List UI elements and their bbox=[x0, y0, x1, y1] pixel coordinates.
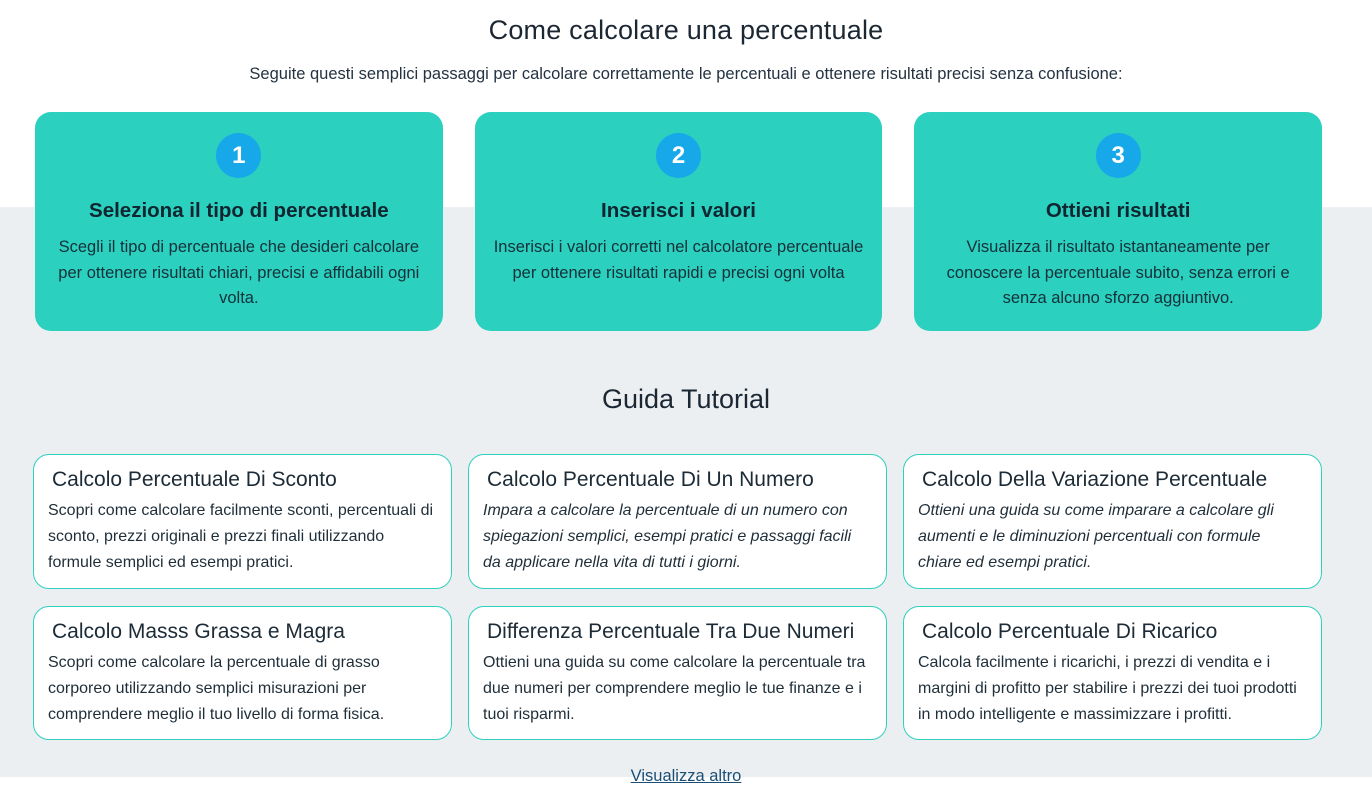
tutorial-card-ricarico[interactable] bbox=[903, 606, 1322, 741]
step-number-badge: 1 bbox=[216, 133, 261, 178]
tutorial-card-description: Calcola facilmente i ricarichi, i prezzi di vendita e i margini di profitto per stabilire i prezzi dei tuoi prodotti in modo intelligente e massimizzare i profitti. bbox=[918, 653, 1297, 723]
steps-row bbox=[0, 112, 1372, 331]
page-subtitle: Seguite questi semplici passaggi per calcolare correttamente le percentuali e ottenere risultati precisi senza confusione: bbox=[249, 65, 1123, 83]
tutorial-card-title[interactable]: Differenza Percentuale Tra Due Numeri bbox=[487, 619, 855, 643]
view-more-link[interactable]: Visualizza altro bbox=[630, 767, 742, 786]
tutorial-card-description: Impara a calcolare la percentuale di un numero con spiegazioni semplici, esempi pratici e passaggi facili da applicare nella vita di tutti i giorni. bbox=[483, 502, 852, 571]
tutorial-card-title[interactable]: Calcolo Percentuale Di Ricarico bbox=[922, 619, 1218, 643]
tutorial-card-differenza[interactable] bbox=[468, 606, 887, 741]
step-description: Scegli il tipo di percentuale che desideri calcolare per ottenere risultati chiari, precisi e affidabili ogni volta. bbox=[58, 238, 420, 308]
step-title: Ottieni risultati bbox=[1045, 199, 1191, 222]
step-card-3 bbox=[914, 112, 1322, 331]
page-title: Come calcolare una percentuale bbox=[488, 15, 884, 45]
tutorial-card-sconto[interactable] bbox=[33, 454, 452, 589]
tutorial-card-description: Ottieni una guida su come imparare a calcolare gli aumenti e le diminuzioni percentuali con formule chiare ed esempi pratici. bbox=[918, 502, 1274, 571]
tutorial-card-massa[interactable] bbox=[33, 606, 452, 741]
tutorial-card-numero[interactable] bbox=[468, 454, 887, 589]
tutorial-grid bbox=[0, 454, 1372, 740]
step-description: Inserisci i valori corretti nel calcolatore percentuale per ottenere risultati rapidi e precisi ogni volta bbox=[493, 238, 864, 282]
step-title: Inserisci i valori bbox=[601, 199, 756, 222]
step-number-badge: 3 bbox=[1096, 133, 1141, 178]
tutorial-card-description: Ottieni una guida su come calcolare la percentuale tra due numeri per comprendere meglio le tue finanze e i tuoi risparmi. bbox=[483, 653, 866, 723]
tutorial-card-variazione[interactable] bbox=[903, 454, 1322, 589]
step-card-2 bbox=[475, 112, 883, 331]
tutorial-card-title[interactable]: Calcolo Percentuale Di Un Numero bbox=[487, 468, 814, 491]
step-card-1 bbox=[35, 112, 443, 331]
tutorial-card-title[interactable]: Calcolo Masss Grassa e Magra bbox=[52, 619, 345, 643]
tutorial-card-title[interactable]: Calcolo Della Variazione Percentuale bbox=[922, 468, 1268, 491]
tutorials-section-title: Guida Tutorial bbox=[601, 384, 771, 414]
step-number-badge: 2 bbox=[656, 133, 701, 178]
tutorial-card-description: Scopri come calcolare facilmente sconti, percentuali di sconto, prezzi originali e prezzi finali utilizzando formule semplici ed esempi pratici. bbox=[48, 502, 434, 571]
step-title: Seleziona il tipo di percentuale bbox=[89, 199, 389, 222]
tutorial-card-title[interactable]: Calcolo Percentuale Di Sconto bbox=[52, 468, 337, 491]
step-description: Visualizza il risultato istantaneamente per conoscere la percentuale subito, senza errori e senza alcuno sforzo aggiuntivo. bbox=[946, 238, 1290, 308]
tutorial-card-description: Scopri come calcolare la percentuale di grasso corporeo utilizzando semplici misurazioni per comprendere meglio il tuo livello di forma fisica. bbox=[48, 653, 385, 723]
